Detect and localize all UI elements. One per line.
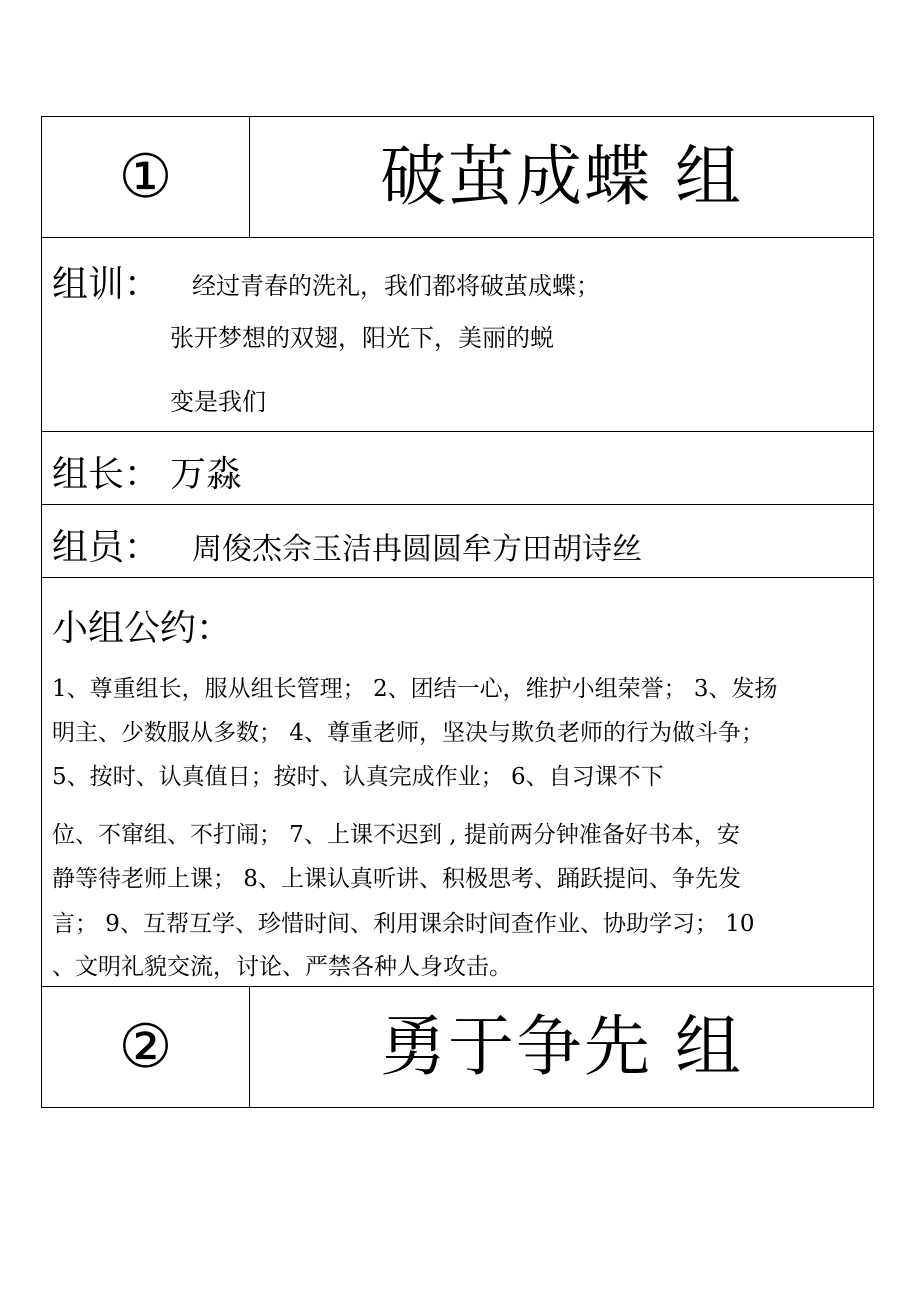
- group-table: [41, 116, 874, 1108]
- motto-line-3: 变是我们: [170, 388, 266, 416]
- motto-line-2: 张开梦想的双翅，阳光下，美丽的蜕: [170, 324, 554, 352]
- group1-leader-cell: [42, 432, 874, 505]
- group1-leader-row: [42, 432, 874, 505]
- group1-name: 破茧成蝶 组: [380, 138, 743, 215]
- rules-line-4: 位、不窜组、不打闹； 7、上课不迟到 , 提前两分钟准备好书本，安: [52, 822, 740, 848]
- group2-name: 勇于争先 组: [380, 1008, 743, 1085]
- group2-number: ②: [118, 1012, 173, 1082]
- rules-line-3: 5、按时、认真值日；按时、认真完成作业； 6、自习课不下: [52, 764, 664, 790]
- group1-motto-cell: [42, 238, 874, 432]
- group2-number-cell: [42, 987, 250, 1108]
- group1-rules-cell: [42, 578, 874, 987]
- leader-label: 组长：: [52, 454, 161, 495]
- motto-label: 组训：: [52, 264, 161, 305]
- group1-name-cell: [250, 117, 874, 238]
- group1-header-row: [42, 117, 874, 238]
- group1-members-cell: [42, 505, 874, 578]
- rules-line-5: 静等待老师上课； 8、上课认真听讲、积极思考、踊跃提问、争先发: [52, 866, 741, 892]
- members-label: 组员：: [52, 527, 161, 568]
- group1-rules-row: [42, 578, 874, 987]
- rules-line-1: 1、尊重组长，服从组长管理； 2、团结一心，维护小组荣誉； 3、发扬: [52, 676, 778, 702]
- group2-header-row: [42, 987, 874, 1108]
- group1-number-cell: [42, 117, 250, 238]
- group-table-document: [41, 116, 873, 1108]
- members-names: 周俊杰佘玉洁冉圆圆牟方田胡诗丝: [192, 532, 642, 567]
- leader-name: 万淼: [170, 454, 243, 495]
- group2-name-cell: [250, 987, 874, 1108]
- motto-line-1: 经过青春的洗礼，我们都将破茧成蝶；: [192, 272, 600, 300]
- rules-title: 小组公约：: [52, 608, 233, 649]
- rules-line-2: 明主、少数服从多数； 4、尊重老师，坚决与欺负老师的行为做斗争；: [52, 720, 764, 746]
- rules-line-6: 言； 9、互帮互学、珍惜时间、利用课余时间查作业、协助学习； 10: [52, 911, 755, 937]
- group1-motto-row: [42, 238, 874, 432]
- rules-line-7: 、文明礼貌交流，讨论、严禁各种人身攻击。: [52, 954, 512, 980]
- group1-number: ①: [118, 142, 173, 212]
- group1-members-row: [42, 505, 874, 578]
